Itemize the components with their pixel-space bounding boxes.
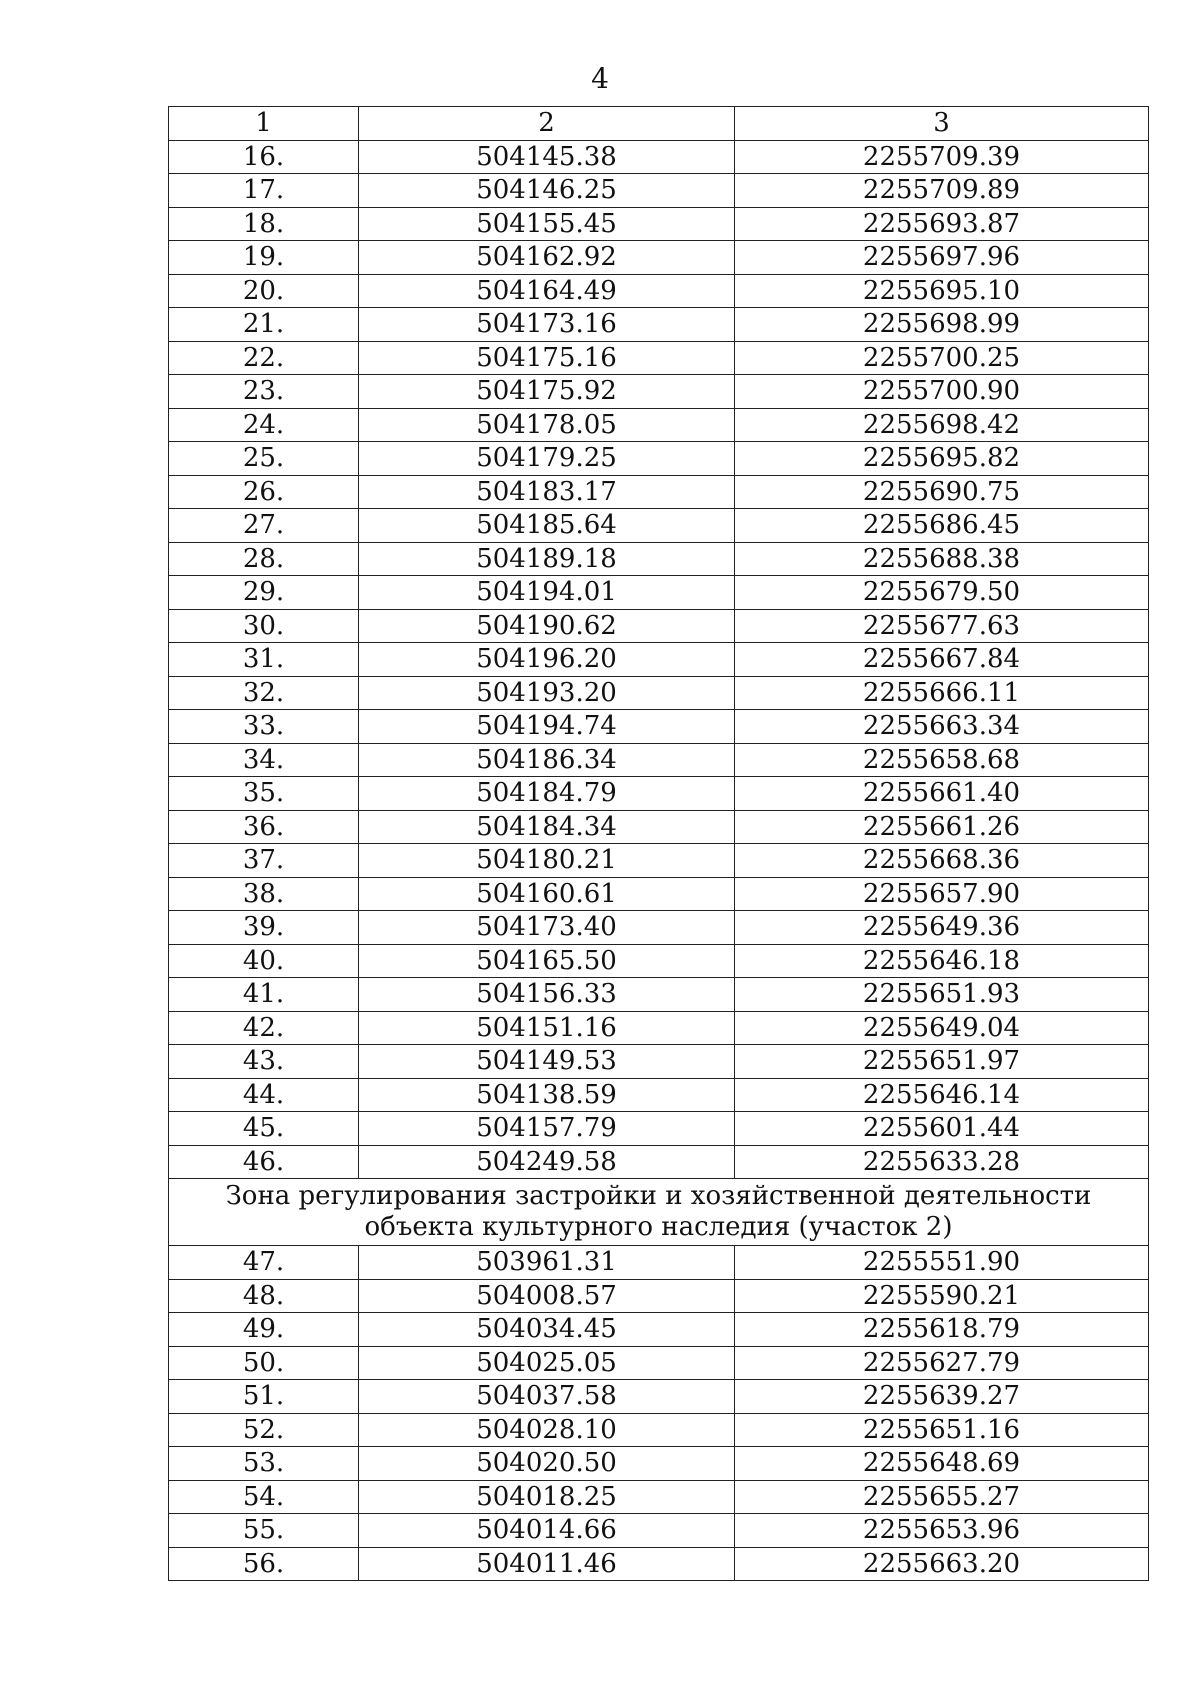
y-coordinate-cell: 2255653.96 bbox=[735, 1514, 1149, 1548]
point-number-cell: 47. bbox=[169, 1246, 359, 1280]
table-row bbox=[169, 609, 1149, 643]
table-row bbox=[169, 1045, 1149, 1079]
point-number-cell: 23. bbox=[169, 375, 359, 409]
point-number-cell: 53. bbox=[169, 1447, 359, 1481]
x-coordinate-cell: 504162.92 bbox=[359, 241, 735, 275]
y-coordinate-cell: 2255666.11 bbox=[735, 676, 1149, 710]
table-row bbox=[169, 140, 1149, 174]
section-heading-row bbox=[169, 1179, 1149, 1246]
y-coordinate-cell: 2255686.45 bbox=[735, 509, 1149, 543]
page-number: 4 bbox=[591, 62, 609, 95]
table-row bbox=[169, 274, 1149, 308]
table-row bbox=[169, 1447, 1149, 1481]
y-coordinate-cell: 2255646.14 bbox=[735, 1078, 1149, 1112]
y-coordinate-cell: 2255601.44 bbox=[735, 1112, 1149, 1146]
point-number-cell: 27. bbox=[169, 509, 359, 543]
point-number-cell: 52. bbox=[169, 1413, 359, 1447]
column-header-3: 3 bbox=[735, 107, 1149, 141]
table-row bbox=[169, 207, 1149, 241]
point-number-cell: 46. bbox=[169, 1145, 359, 1179]
table-row bbox=[169, 408, 1149, 442]
table-row bbox=[169, 643, 1149, 677]
x-coordinate-cell: 504185.64 bbox=[359, 509, 735, 543]
table-row bbox=[169, 241, 1149, 275]
coordinates-table bbox=[168, 106, 1149, 1581]
y-coordinate-cell: 2255677.63 bbox=[735, 609, 1149, 643]
coordinates-table-body bbox=[169, 107, 1149, 1581]
x-coordinate-cell: 504180.21 bbox=[359, 844, 735, 878]
y-coordinate-cell: 2255700.90 bbox=[735, 375, 1149, 409]
y-coordinate-cell: 2255695.82 bbox=[735, 442, 1149, 476]
point-number-cell: 36. bbox=[169, 810, 359, 844]
table-row bbox=[169, 174, 1149, 208]
point-number-cell: 31. bbox=[169, 643, 359, 677]
y-coordinate-cell: 2255661.40 bbox=[735, 777, 1149, 811]
y-coordinate-cell: 2255590.21 bbox=[735, 1279, 1149, 1313]
point-number-cell: 25. bbox=[169, 442, 359, 476]
point-number-cell: 24. bbox=[169, 408, 359, 442]
table-row bbox=[169, 1547, 1149, 1581]
table-row bbox=[169, 810, 1149, 844]
x-coordinate-cell: 504186.34 bbox=[359, 743, 735, 777]
y-coordinate-cell: 2255693.87 bbox=[735, 207, 1149, 241]
y-coordinate-cell: 2255651.93 bbox=[735, 978, 1149, 1012]
y-coordinate-cell: 2255655.27 bbox=[735, 1480, 1149, 1514]
y-coordinate-cell: 2255698.99 bbox=[735, 308, 1149, 342]
point-number-cell: 29. bbox=[169, 576, 359, 610]
point-number-cell: 48. bbox=[169, 1279, 359, 1313]
table-row bbox=[169, 475, 1149, 509]
x-coordinate-cell: 504173.16 bbox=[359, 308, 735, 342]
x-coordinate-cell: 504011.46 bbox=[359, 1547, 735, 1581]
point-number-cell: 40. bbox=[169, 944, 359, 978]
table-row bbox=[169, 710, 1149, 744]
point-number-cell: 30. bbox=[169, 609, 359, 643]
point-number-cell: 44. bbox=[169, 1078, 359, 1112]
table-row bbox=[169, 341, 1149, 375]
x-coordinate-cell: 504184.79 bbox=[359, 777, 735, 811]
x-coordinate-cell: 504146.25 bbox=[359, 174, 735, 208]
y-coordinate-cell: 2255709.39 bbox=[735, 140, 1149, 174]
point-number-cell: 16. bbox=[169, 140, 359, 174]
x-coordinate-cell: 504178.05 bbox=[359, 408, 735, 442]
table-row bbox=[169, 1112, 1149, 1146]
y-coordinate-cell: 2255698.42 bbox=[735, 408, 1149, 442]
x-coordinate-cell: 504165.50 bbox=[359, 944, 735, 978]
x-coordinate-cell: 504156.33 bbox=[359, 978, 735, 1012]
y-coordinate-cell: 2255697.96 bbox=[735, 241, 1149, 275]
x-coordinate-cell: 504008.57 bbox=[359, 1279, 735, 1313]
y-coordinate-cell: 2255667.84 bbox=[735, 643, 1149, 677]
x-coordinate-cell: 504034.45 bbox=[359, 1313, 735, 1347]
point-number-cell: 19. bbox=[169, 241, 359, 275]
x-coordinate-cell: 504020.50 bbox=[359, 1447, 735, 1481]
table-row bbox=[169, 911, 1149, 945]
table-row bbox=[169, 1380, 1149, 1414]
point-number-cell: 49. bbox=[169, 1313, 359, 1347]
table-row bbox=[169, 1346, 1149, 1380]
point-number-cell: 51. bbox=[169, 1380, 359, 1414]
y-coordinate-cell: 2255709.89 bbox=[735, 174, 1149, 208]
x-coordinate-cell: 504138.59 bbox=[359, 1078, 735, 1112]
table-row bbox=[169, 1480, 1149, 1514]
y-coordinate-cell: 2255646.18 bbox=[735, 944, 1149, 978]
y-coordinate-cell: 2255657.90 bbox=[735, 877, 1149, 911]
table-row bbox=[169, 1313, 1149, 1347]
y-coordinate-cell: 2255649.04 bbox=[735, 1011, 1149, 1045]
point-number-cell: 20. bbox=[169, 274, 359, 308]
table-row bbox=[169, 877, 1149, 911]
x-coordinate-cell: 504173.40 bbox=[359, 911, 735, 945]
point-number-cell: 54. bbox=[169, 1480, 359, 1514]
point-number-cell: 35. bbox=[169, 777, 359, 811]
x-coordinate-cell: 504175.16 bbox=[359, 341, 735, 375]
section-heading: Зона регулирования застройки и хозяйственной деятельности объекта культурного наследия (участок 2) bbox=[169, 1179, 1149, 1246]
y-coordinate-cell: 2255695.10 bbox=[735, 274, 1149, 308]
y-coordinate-cell: 2255639.27 bbox=[735, 1380, 1149, 1414]
x-coordinate-cell: 504190.62 bbox=[359, 609, 735, 643]
point-number-cell: 18. bbox=[169, 207, 359, 241]
point-number-cell: 33. bbox=[169, 710, 359, 744]
column-header-1: 1 bbox=[169, 107, 359, 141]
x-coordinate-cell: 504179.25 bbox=[359, 442, 735, 476]
x-coordinate-cell: 504025.05 bbox=[359, 1346, 735, 1380]
y-coordinate-cell: 2255688.38 bbox=[735, 542, 1149, 576]
table-row bbox=[169, 844, 1149, 878]
x-coordinate-cell: 504155.45 bbox=[359, 207, 735, 241]
y-coordinate-cell: 2255648.69 bbox=[735, 1447, 1149, 1481]
point-number-cell: 45. bbox=[169, 1112, 359, 1146]
y-coordinate-cell: 2255651.97 bbox=[735, 1045, 1149, 1079]
x-coordinate-cell: 504194.01 bbox=[359, 576, 735, 610]
x-coordinate-cell: 504193.20 bbox=[359, 676, 735, 710]
y-coordinate-cell: 2255551.90 bbox=[735, 1246, 1149, 1280]
point-number-cell: 21. bbox=[169, 308, 359, 342]
x-coordinate-cell: 504018.25 bbox=[359, 1480, 735, 1514]
y-coordinate-cell: 2255661.26 bbox=[735, 810, 1149, 844]
x-coordinate-cell: 504189.18 bbox=[359, 542, 735, 576]
x-coordinate-cell: 504184.34 bbox=[359, 810, 735, 844]
x-coordinate-cell: 504014.66 bbox=[359, 1514, 735, 1548]
point-number-cell: 37. bbox=[169, 844, 359, 878]
table-row bbox=[169, 1413, 1149, 1447]
table-row bbox=[169, 1011, 1149, 1045]
y-coordinate-cell: 2255658.68 bbox=[735, 743, 1149, 777]
table-row bbox=[169, 676, 1149, 710]
x-coordinate-cell: 504249.58 bbox=[359, 1145, 735, 1179]
point-number-cell: 42. bbox=[169, 1011, 359, 1045]
y-coordinate-cell: 2255618.79 bbox=[735, 1313, 1149, 1347]
point-number-cell: 55. bbox=[169, 1514, 359, 1548]
y-coordinate-cell: 2255633.28 bbox=[735, 1145, 1149, 1179]
x-coordinate-cell: 504183.17 bbox=[359, 475, 735, 509]
point-number-cell: 43. bbox=[169, 1045, 359, 1079]
table-row bbox=[169, 1514, 1149, 1548]
table-row bbox=[169, 542, 1149, 576]
table-row bbox=[169, 777, 1149, 811]
y-coordinate-cell: 2255663.20 bbox=[735, 1547, 1149, 1581]
table-header-row bbox=[169, 107, 1149, 141]
point-number-cell: 34. bbox=[169, 743, 359, 777]
x-coordinate-cell: 504160.61 bbox=[359, 877, 735, 911]
x-coordinate-cell: 504196.20 bbox=[359, 643, 735, 677]
x-coordinate-cell: 504175.92 bbox=[359, 375, 735, 409]
table-row bbox=[169, 375, 1149, 409]
x-coordinate-cell: 504164.49 bbox=[359, 274, 735, 308]
table-row bbox=[169, 1279, 1149, 1313]
point-number-cell: 32. bbox=[169, 676, 359, 710]
x-coordinate-cell: 503961.31 bbox=[359, 1246, 735, 1280]
x-coordinate-cell: 504194.74 bbox=[359, 710, 735, 744]
y-coordinate-cell: 2255700.25 bbox=[735, 341, 1149, 375]
table-row bbox=[169, 1145, 1149, 1179]
x-coordinate-cell: 504028.10 bbox=[359, 1413, 735, 1447]
point-number-cell: 26. bbox=[169, 475, 359, 509]
point-number-cell: 17. bbox=[169, 174, 359, 208]
column-header-2: 2 bbox=[359, 107, 735, 141]
point-number-cell: 39. bbox=[169, 911, 359, 945]
y-coordinate-cell: 2255690.75 bbox=[735, 475, 1149, 509]
table-row bbox=[169, 743, 1149, 777]
y-coordinate-cell: 2255651.16 bbox=[735, 1413, 1149, 1447]
table-row bbox=[169, 509, 1149, 543]
table-row bbox=[169, 1078, 1149, 1112]
point-number-cell: 41. bbox=[169, 978, 359, 1012]
point-number-cell: 56. bbox=[169, 1547, 359, 1581]
y-coordinate-cell: 2255649.36 bbox=[735, 911, 1149, 945]
table-row bbox=[169, 308, 1149, 342]
x-coordinate-cell: 504149.53 bbox=[359, 1045, 735, 1079]
y-coordinate-cell: 2255668.36 bbox=[735, 844, 1149, 878]
y-coordinate-cell: 2255627.79 bbox=[735, 1346, 1149, 1380]
table-row bbox=[169, 1246, 1149, 1280]
y-coordinate-cell: 2255663.34 bbox=[735, 710, 1149, 744]
y-coordinate-cell: 2255679.50 bbox=[735, 576, 1149, 610]
x-coordinate-cell: 504145.38 bbox=[359, 140, 735, 174]
point-number-cell: 28. bbox=[169, 542, 359, 576]
table-row bbox=[169, 442, 1149, 476]
table-row bbox=[169, 978, 1149, 1012]
point-number-cell: 50. bbox=[169, 1346, 359, 1380]
table-row bbox=[169, 576, 1149, 610]
table-row bbox=[169, 944, 1149, 978]
point-number-cell: 22. bbox=[169, 341, 359, 375]
x-coordinate-cell: 504037.58 bbox=[359, 1380, 735, 1414]
x-coordinate-cell: 504157.79 bbox=[359, 1112, 735, 1146]
x-coordinate-cell: 504151.16 bbox=[359, 1011, 735, 1045]
point-number-cell: 38. bbox=[169, 877, 359, 911]
